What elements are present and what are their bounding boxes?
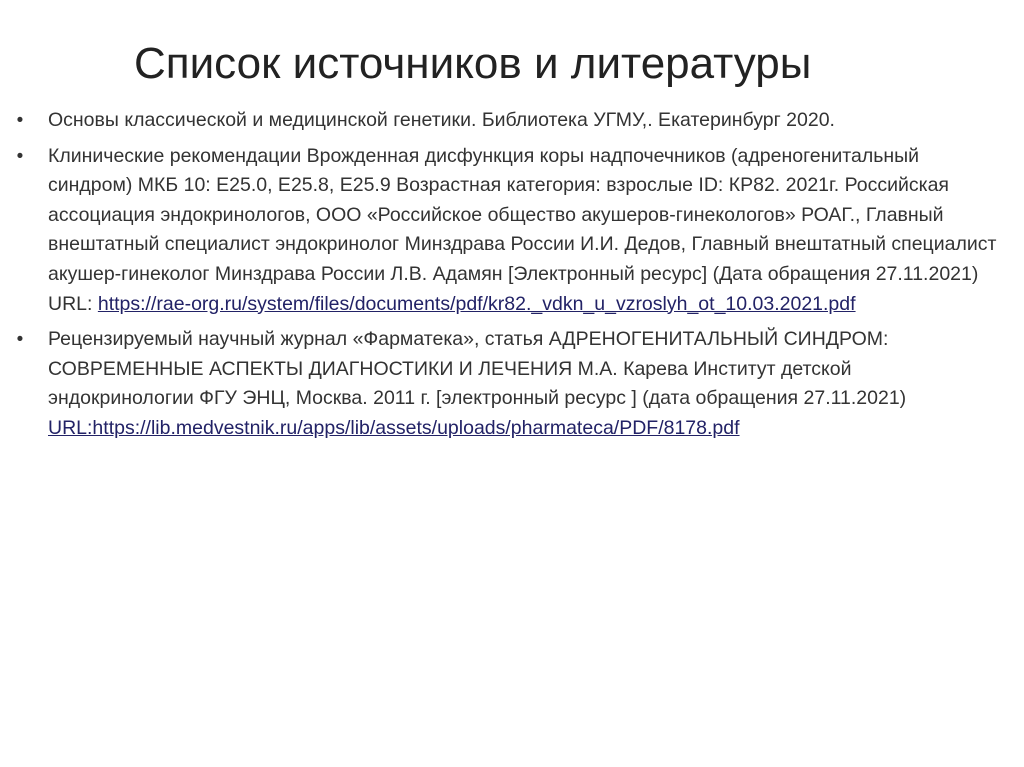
slide-title: Список источников и литературы — [134, 39, 812, 88]
reference-text-3: Рецензируемый научный журнал «Фарматека», статья АДРЕНОГЕНИТАЛЬНЫЙ СИНДРОМ: СОВРЕМЕННЫЕ АСПЕКТЫ ДИАГНОСТИКИ И ЛЕЧЕНИЯ М.А. Карева Институт детской эндокринологии ФГУ ЭНЦ, Москва. 2011 г. [электронный ресурс ] (дата обращения 27.11.2021) — [48, 328, 907, 410]
reference-item-1 — [10, 106, 1000, 136]
reference-item-2 — [10, 142, 1000, 320]
reference-link-2[interactable]: https://rae-org.ru/system/files/documents/pdf/kr82._vdkn_u_vzroslyh_ot_10.03.2021.pdf — [97, 292, 856, 315]
bullet-icon: • — [16, 110, 24, 131]
reference-text-1: Основы классической и медицинской генетики. Библиотека УГМУ,. Екатеринбург 2020. — [48, 109, 835, 131]
bullet-icon: • — [16, 145, 24, 167]
reference-link-3[interactable]: URL:https://lib.medvestnik.ru/apps/lib/assets/uploads/pharmateca/PDF/8178.pdf — [48, 416, 740, 439]
reference-text-2: Клинические рекомендации Врожденная дисфункция коры надпочечников (адреногенитальный синдром) МКБ 10: E25.0, E25.8, E25.9 Возрастная категория: взрослые ID: КР82. 2021г. Российская ассоциация эндокринологов, ООО «Российское общество акушеров-гинекологов» РОАГ., Главный внештатный специалист эндокринолог Минздрава России И.И. Дедов, Главный внештатный специалист акушер-гинеколог Минздрава России Л.В. Адамян [Электронный ресурс] (Дата обращения 27.11.2021) URL: — [48, 144, 997, 315]
reference-item-3 — [10, 325, 1000, 443]
references-list — [10, 106, 1000, 450]
bullet-icon: • — [16, 329, 24, 351]
